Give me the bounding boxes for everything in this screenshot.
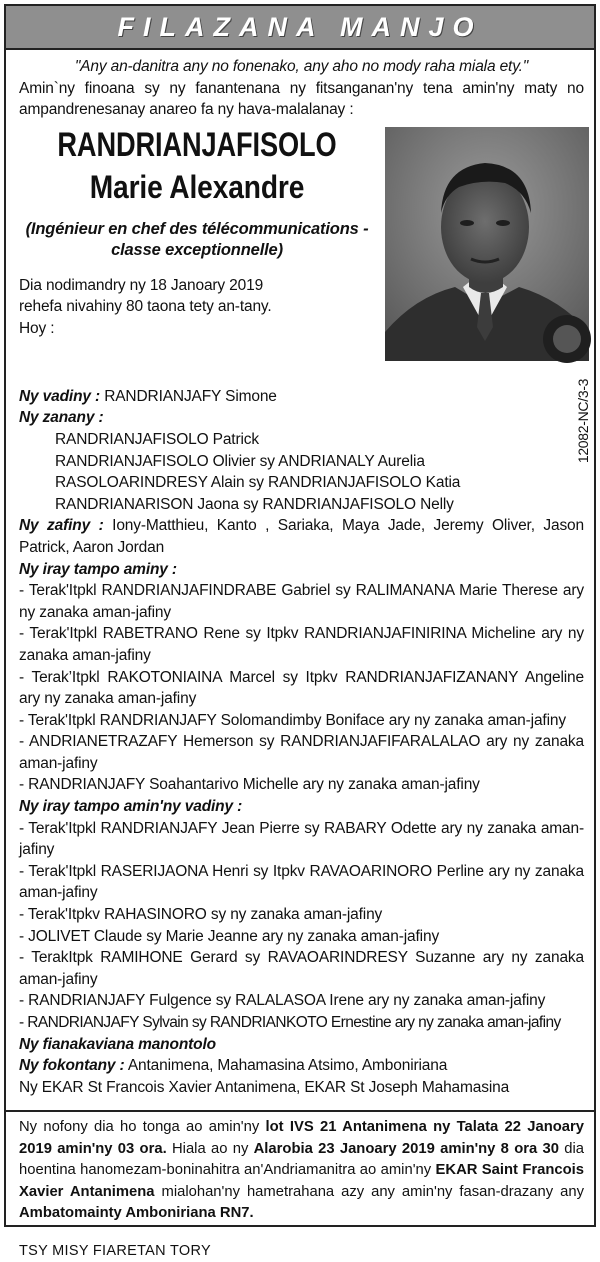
list-item: - Terak'Itpkl RANDRIANJAFINDRABE Gabriel sy RALIMANANA Marie Therese ary ny zanaka aman-jafiny	[19, 582, 584, 621]
funeral-church: EKAR Saint Francois Xavier Antanimena	[19, 1162, 585, 1200]
list-item: - Terak’Itpkl RAKOTONIAINA Marcel sy Itpkv RANDRIANJAFIZANANY Angeline ary ny zanaka aman-jafiny	[19, 668, 584, 708]
grandchildren-line	[19, 515, 584, 558]
siblings-list	[19, 580, 584, 796]
funeral-details	[6, 1112, 594, 1262]
funeral-arrival: lot IVS 21 Antanimena ny Talata 22 Janoary 2019 amin'ny 03 ora.	[19, 1119, 584, 1157]
spouse-line	[19, 386, 584, 408]
spouse-siblings-list	[19, 818, 584, 1034]
children-label: Ny zanany :	[19, 409, 104, 427]
funeral-burial-place: Ambatomainty Amboniriana RN7.	[19, 1205, 254, 1222]
deceased-surname: RANDRIANJAFISOLO	[57, 125, 337, 164]
list-item: - TerakItpk RAMIHONE Gerard sy RAVAOARINDRESY Suzanne ary ny zanaka aman-jafiny	[19, 949, 584, 988]
list-item: - RANDRIANJAFY Fulgence sy RALALASOA Irene ary ny zanaka aman-jafiny	[19, 992, 546, 1010]
community-label: Ny fokontany :	[19, 1057, 125, 1075]
deceased-title: (Ingénieur en chef des télécommunications - classe exceptionnelle)	[25, 219, 369, 259]
portrait-figure	[385, 127, 589, 361]
list-item: - ANDRIANETRAZAFY Hemerson sy RANDRIANJAFIFARALALAO ary ny zanaka aman-jafiny	[19, 733, 584, 772]
death-hoy: Hoy :	[19, 319, 55, 337]
list-item: RANDRIANJAFISOLO Patrick	[55, 430, 259, 448]
death-age: rehefa nivahiny 80 taona tety an-tany.	[19, 298, 272, 316]
list-item: - Terak'Itpkv RAHASINORO sy ny zanaka aman-jafiny	[19, 906, 383, 924]
list-item: - Terak'Itpkl RABETRANO Rene sy Itpkv RANDRIANJAFINIRINA Micheline ary ny zanaka aman-jafiny	[19, 625, 584, 664]
children-list	[19, 429, 584, 515]
grandchildren-label: Ny zafiny :	[19, 517, 104, 535]
funeral-text-4: mialohan'ny hametrahana azy any amin'ny fasan-drazany any	[154, 1183, 584, 1200]
funeral-departure: Alarobia 23 Janoary 2019 amin'ny 8 ora 30	[253, 1140, 559, 1157]
list-item: - Terak'Itpkl RANDRIANJAFY Jean Pierre sy RABARY Odette ary ny zanaka aman-jafiny	[19, 819, 584, 859]
spouse-siblings-label: Ny iray tampo amin'ny vadiny :	[19, 798, 243, 816]
obituary-notice	[4, 4, 596, 1259]
community-line	[19, 1055, 584, 1077]
banner	[6, 6, 594, 50]
list-item: RANDRIANJAFISOLO Olivier sy ANDRIANALY Aurelia	[55, 452, 425, 470]
banner-title: FILAZANA MANJO	[117, 11, 483, 42]
list-item: RANDRIANARISON Jaona sy RANDRIANJAFISOLO Nelly	[55, 495, 454, 513]
death-date: Dia nodimandry ny 18 Janoary 2019	[19, 276, 264, 294]
community-names: Antanimena, Mahamasina Atsimo, Amboniriana	[124, 1057, 448, 1075]
deceased-given-names: Marie Alexandre	[89, 168, 305, 205]
funeral-text-1: Ny nofony dia ho tonga ao amin'ny	[19, 1119, 266, 1136]
closing-note: TSY MISY FIARETAN TORY	[19, 1242, 211, 1259]
list-item: RASOLOARINDRESY Alain sy RANDRIANJAFISOLO Katia	[55, 474, 461, 492]
spouse-label: Ny vadiny :	[19, 387, 101, 405]
list-item: - JOLIVET Claude sy Marie Jeanne ary ny zanaka aman-jafiny	[19, 927, 440, 945]
reference-code: 12082-NC/3-3	[575, 378, 592, 463]
funeral-text-2: Hiala ao ny	[166, 1140, 254, 1157]
whole-family-label: Ny fianakaviana manontolo	[19, 1035, 216, 1053]
list-item: - RANDRIANJAFY Sylvain sy RANDRIANKOTO Ernestine ary ny zanaka aman-jafiny	[19, 1014, 561, 1031]
church-line: Ny EKAR St Francois Xavier Antanimena, EKAR St Joseph Mahamasina	[19, 1078, 510, 1096]
spouse-name: RANDRIANJAFY Simone	[100, 387, 277, 405]
grandchildren-names: Iony-Matthieu, Kanto , Sariaka, Maya Jade, Jeremy Oliver, Jason Patrick, Aaron Jordan	[19, 517, 584, 556]
list-item: - Terak'Itpkl RANDRIANJAFY Solomandimby Boniface ary ny zanaka aman-jafiny	[19, 711, 566, 729]
list-item: - RANDRIANJAFY Soahantarivo Michelle ary ny zanaka aman-jafiny	[19, 776, 480, 794]
siblings-label: Ny iray tampo aminy :	[19, 560, 177, 578]
portrait-photo	[385, 127, 589, 361]
deceased-name-block	[19, 123, 375, 261]
scripture-quote: "Any an-danitra any no fonenako, any aho no mody raha miala ety."	[74, 58, 529, 75]
list-item: - Terak'Itpkl RASERIJAONA Henri sy Itpkv RAVAOARINORO Perline ary ny zanaka aman-jafiny	[19, 862, 584, 902]
death-details	[19, 275, 379, 340]
intro-text: Amin`ny finoana sy ny fanantenana ny fitsanganan'ny tena amin'ny maty no ampandrenesanay anareo fa ny hava-malalanay :	[19, 79, 584, 119]
funeral-text-3: dia hoentina hanomezam-boninahitra an'Andriamanitra ao amin'ny	[19, 1140, 584, 1179]
notice-body	[6, 50, 594, 1112]
